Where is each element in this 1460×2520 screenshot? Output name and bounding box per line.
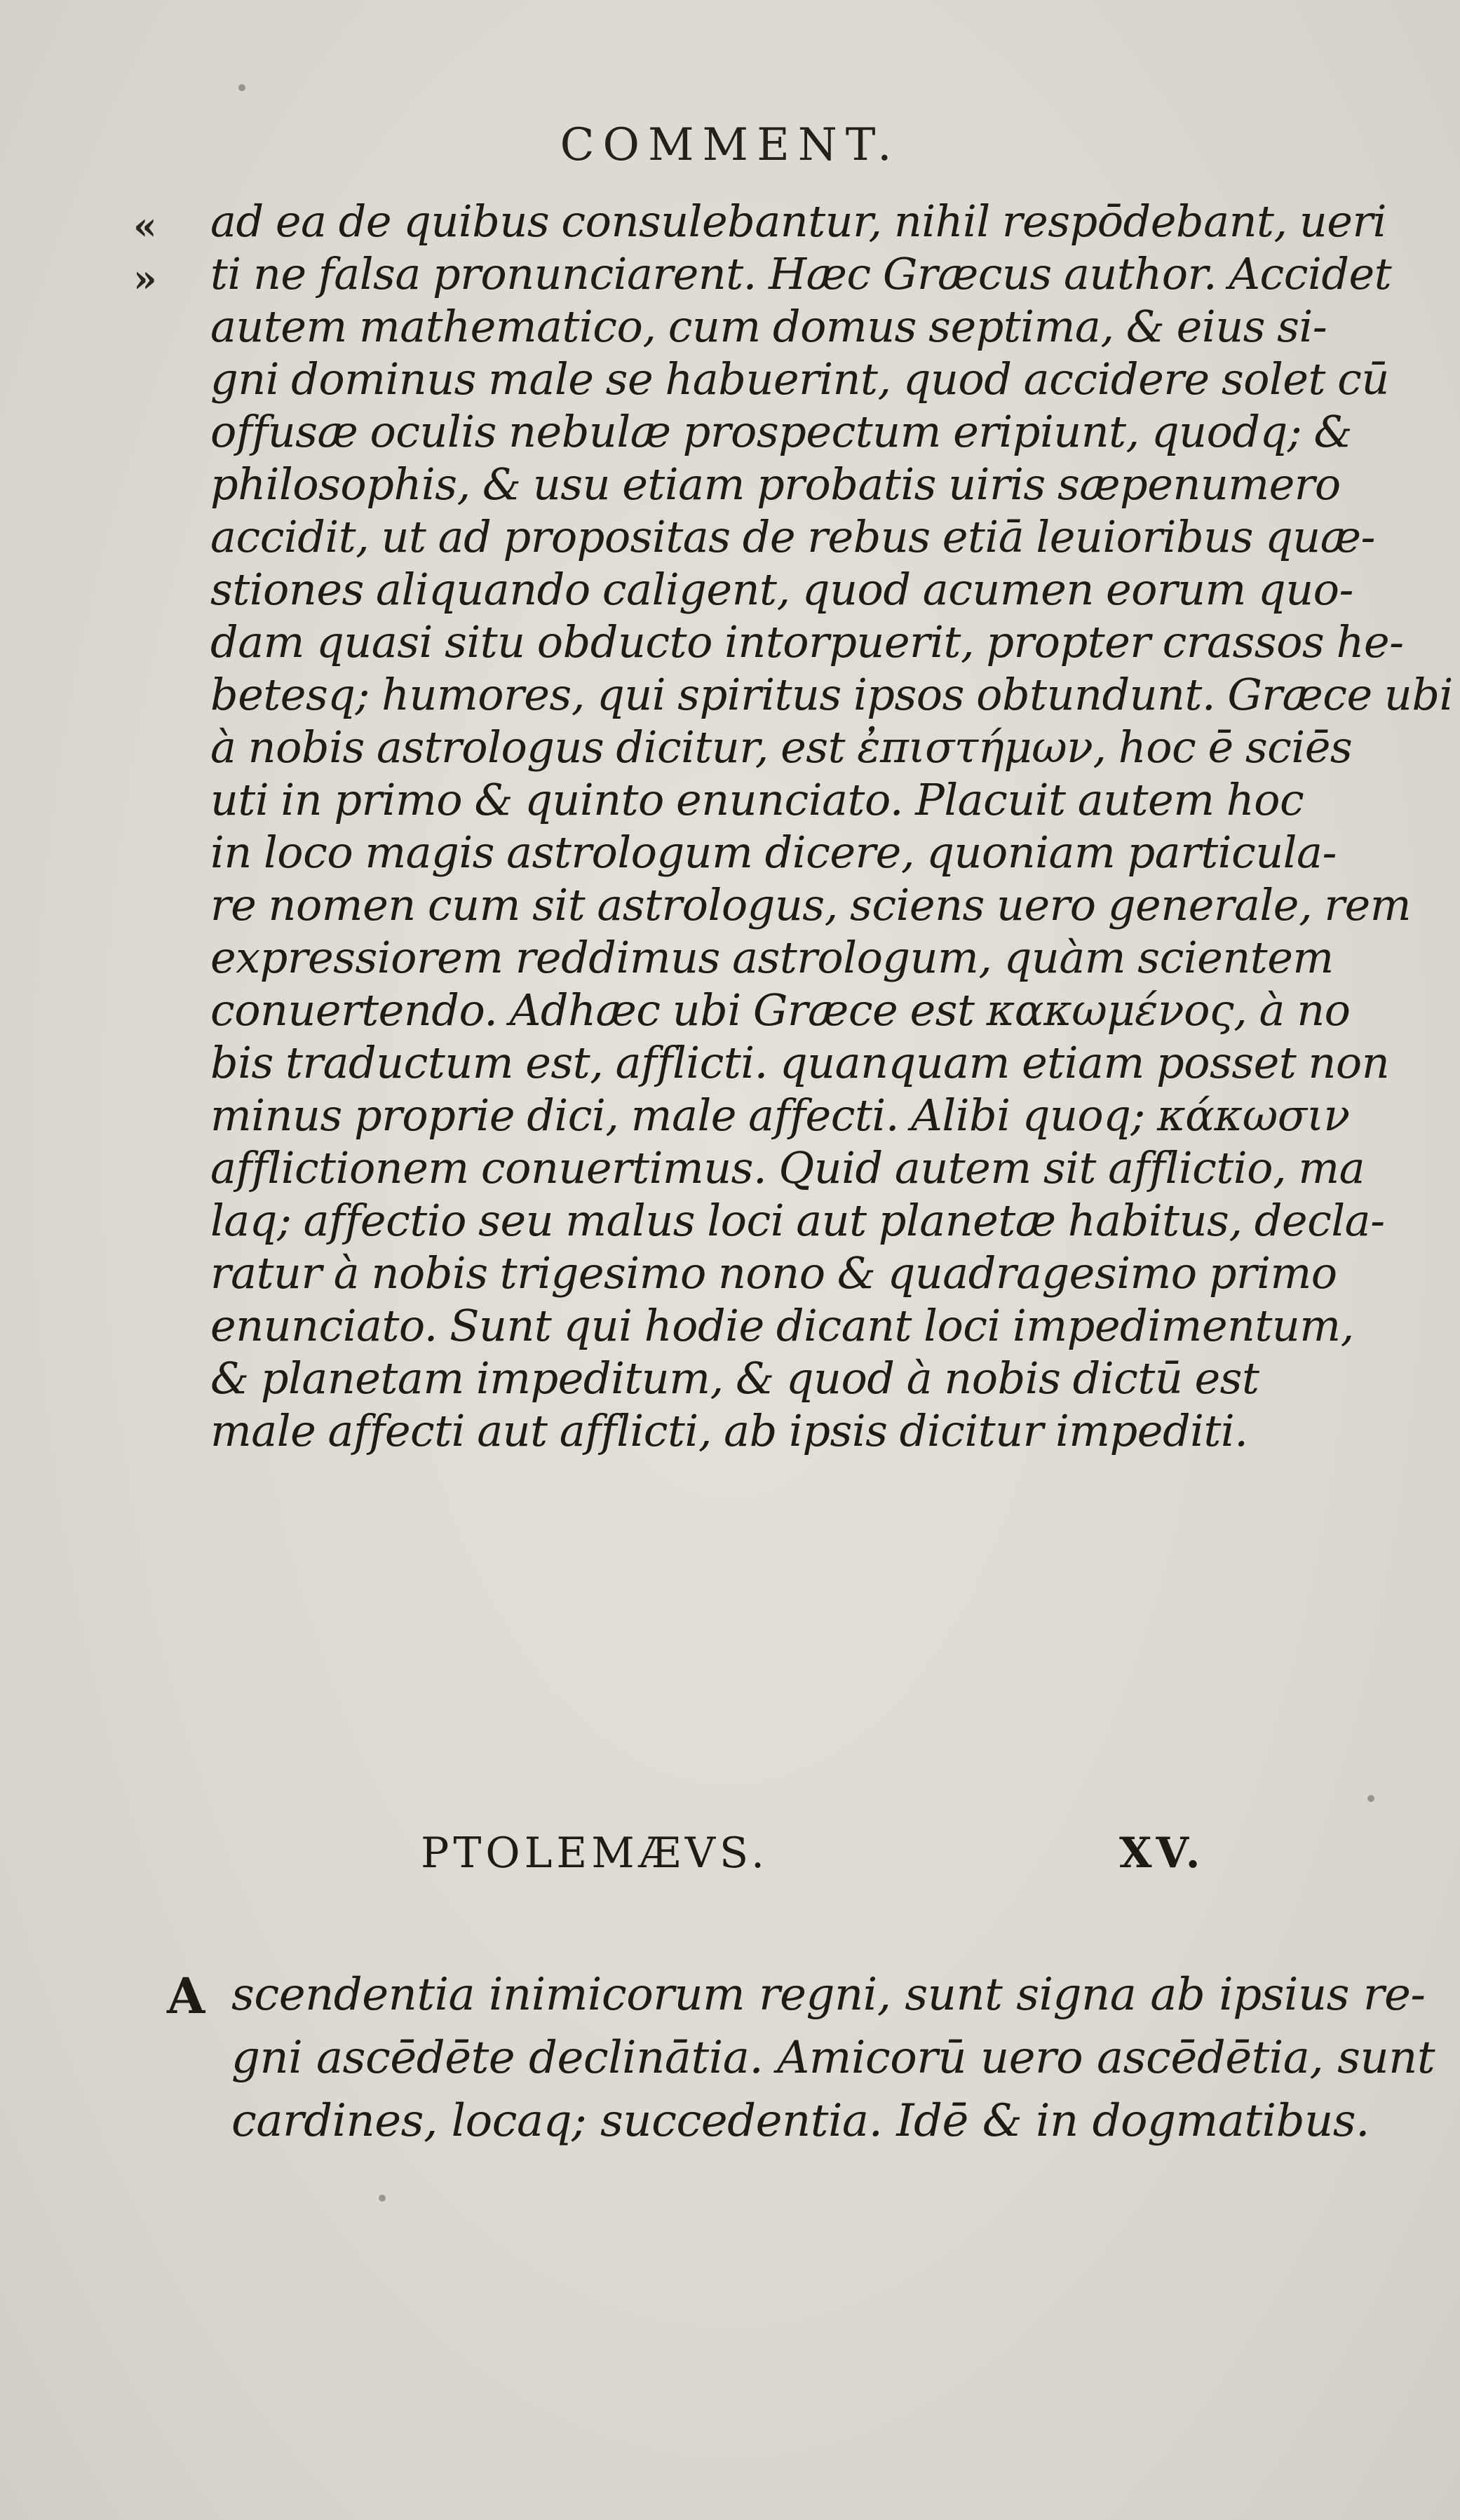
text-line: à nobis astrologus dicitur, est ἐπιστήμων, hoc ē sciēs	[210, 722, 1353, 773]
text-line: enunciato. Sunt qui hodie dicant loci impedimentum,	[210, 1300, 1354, 1351]
text-line: male affecti aut afflicti, ab ipsis dicitur impediti.	[210, 1405, 1248, 1456]
text-line: re nomen cum sit astrologus, sciens uero generale, rem	[210, 879, 1411, 930]
commentary-text	[210, 195, 1453, 1457]
text-line: uti in primo & quinto enunciato. Placuit autem hoc	[210, 774, 1304, 825]
quotation-mark-open: «	[133, 203, 157, 248]
text-line: betesq; humores, qui spiritus ipsos obtundunt. Græce ubi	[210, 669, 1453, 720]
text-line: philosophis, & usu etiam probatis uiris sæpenumero	[210, 459, 1341, 510]
text-line: dam quasi situ obducto intorpuerit, propter crassos he-	[210, 616, 1404, 668]
text-line: gni ascēdēte declinātia. Amicorū uero ascēdētia, sunt	[231, 2032, 1435, 2084]
paper-speck	[379, 2195, 386, 2202]
section-author: PTOLEMÆVS.	[421, 1829, 769, 1878]
text-line: conuertendo. Adhæc ubi Græce est κακωμένος, à no	[210, 984, 1351, 1036]
text-line: accidit, ut ad propositas de rebus etiā leuioribus quæ-	[210, 511, 1375, 562]
text-line: offusæ oculis nebulæ prospectum eripiunt, quodq; &	[210, 406, 1353, 457]
paper-speck	[238, 84, 245, 91]
quotation-mark-close: »	[133, 256, 157, 301]
initial-letter: A	[167, 1967, 205, 2025]
text-line: cardines, locaq; succedentia. Idē & in dogmatibus.	[231, 2095, 1370, 2147]
paper-speck	[1367, 1795, 1374, 1802]
text-line: scendentia inimicorum regni, sunt signa ab ipsius re-	[231, 1969, 1426, 2021]
text-line: expressiorem reddimus astrologum, quàm scientem	[210, 932, 1334, 983]
text-line: minus proprie dici, male affecti. Alibi quoq; κάκωσιν	[210, 1090, 1350, 1141]
text-line: autem mathematico, cum domus septima, & eius si-	[210, 301, 1327, 352]
text-line: gni dominus male se habuerint, quod accidere solet cū	[210, 353, 1389, 405]
running-head: COMMENT.	[560, 119, 900, 171]
text-line: in loco magis astrologum dicere, quoniam particula-	[210, 827, 1337, 878]
text-line: stiones aliquando caligent, quod acumen eorum quo-	[210, 564, 1353, 615]
text-line: ad ea de quibus consulebantur, nihil respōdebant, ueri	[210, 196, 1386, 247]
section-number: XV.	[1119, 1829, 1205, 1878]
text-line: ratur à nobis trigesimo nono & quadragesimo primo	[210, 1247, 1337, 1299]
text-line: ti ne falsa pronunciarent. Hæc Græcus author. Accidet	[210, 248, 1392, 299]
aphorism-text	[231, 1963, 1435, 2153]
text-line: afflictionem conuertimus. Quid autem sit afflictio, ma	[210, 1142, 1365, 1193]
text-line: laq; affectio seu malus loci aut planetæ habitus, decla-	[210, 1195, 1385, 1246]
text-line: bis traductum est, afflicti. quanquam etiam posset non	[210, 1037, 1390, 1088]
text-line: & planetam impeditum, & quod à nobis dictū est	[210, 1353, 1259, 1404]
